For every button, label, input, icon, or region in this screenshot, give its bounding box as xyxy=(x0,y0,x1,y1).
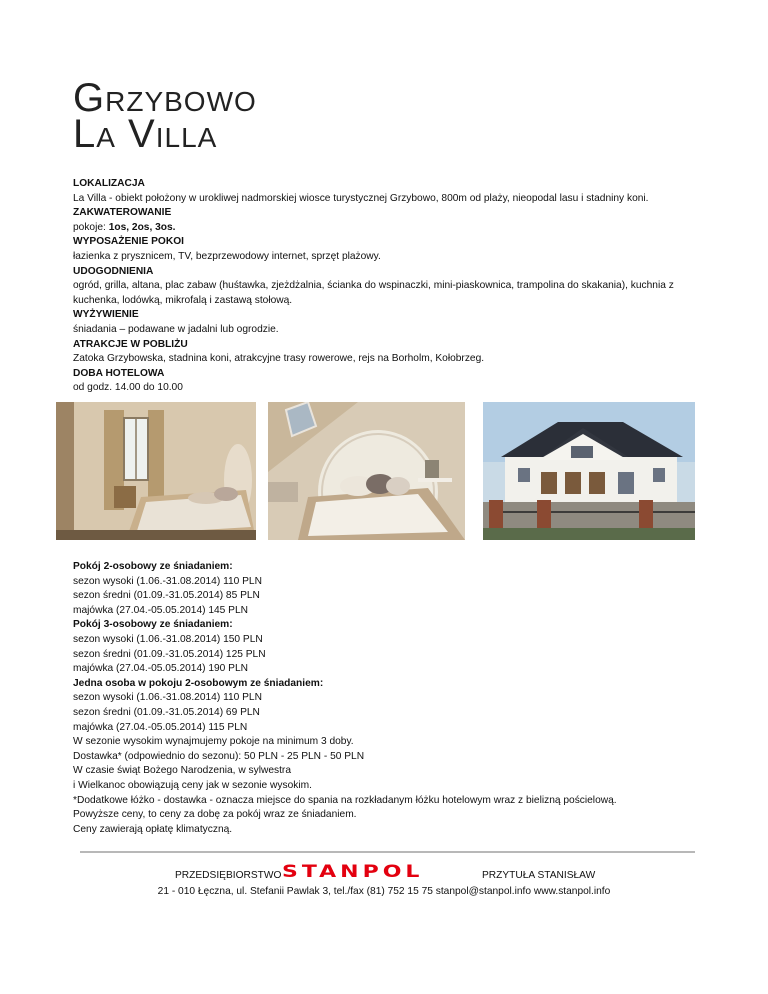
info-heading: UDOGODNIENIA xyxy=(73,265,154,277)
info-heading: WYPOSAŻENIE POKOI xyxy=(73,236,184,248)
footer-company-type: PRZEDSIĘBIORSTWO xyxy=(175,870,282,881)
price-heading: Pokój 3-osobowy ze śniadaniem: xyxy=(73,619,233,631)
info-heading: ATRAKCJE W POBLIŻU xyxy=(73,338,188,350)
price-text: i Wielkanoc obowiązują ceny jak w sezonie wysokim. xyxy=(73,779,312,791)
price-text: Powyższe ceny, to ceny za dobę za pokój wraz ze śniadaniem. xyxy=(73,809,357,821)
info-heading: LOKALIZACJA xyxy=(73,178,145,189)
info-heading: WYŻYWIENIE xyxy=(73,309,139,321)
price-text: sezon średni (01.09.-31.05.2014) 125 PLN xyxy=(73,648,266,660)
price-text: majówka (27.04.-05.05.2014) 115 PLN xyxy=(73,721,248,733)
title-line-1: Grzybowo xyxy=(73,76,257,120)
info-text: łazienka z prysznicem, TV, bezprzewodowy internet, sprzęt plażowy. xyxy=(73,250,381,262)
footer-divider xyxy=(80,851,695,853)
price-text: sezon średni (01.09.-31.05.2014) 69 PLN xyxy=(73,706,260,718)
footer-address: 21 - 010 Łęczna, ul. Stefanii Pawlak 3, tel./fax (81) 752 15 75 stanpol@stanpol.info www.stanpol.info xyxy=(157,886,611,897)
photo-bedroom-window xyxy=(56,402,256,540)
info-heading: DOBA HOTELOWA xyxy=(73,367,165,379)
info-text: Zatoka Grzybowska, stadnina koni, atrakcyjne trasy rowerowe, rejs na Borholm, Kołobrzeg. xyxy=(73,353,485,365)
price-text: sezon wysoki (1.06.-31.08.2014) 150 PLN xyxy=(73,633,263,645)
photo-villa-exterior xyxy=(483,402,695,540)
price-heading: Jedna osoba w pokoju 2-osobowym ze śniadaniem: xyxy=(73,677,324,689)
info-heading: ZAKWATEROWANIE xyxy=(73,207,172,219)
price-text: sezon wysoki (1.06.-31.08.2014) 110 PLN xyxy=(73,575,262,587)
footer-company-line xyxy=(0,864,768,884)
price-text: W czasie świąt Bożego Narodzenia, w sylwestra xyxy=(73,765,291,777)
rooms-line xyxy=(73,221,703,236)
info-text: La Villa - obiekt położony w urokliwej nadmorskiej wiosce turystycznej Grzybowo, 800m od plaży, nieopodal lasu i stadniny koni. xyxy=(73,192,649,204)
price-text: Dostawka* (odpowiednio do sezonu): 50 PLN - 25 PLN - 50 PLN xyxy=(73,750,365,762)
price-text: majówka (27.04.-05.05.2014) 145 PLN xyxy=(73,604,248,616)
price-heading: Pokój 2-osobowy ze śniadaniem: xyxy=(73,561,233,572)
photo-bedroom-attic xyxy=(268,402,465,540)
rooms-types: 1os, 2os, 3os. xyxy=(108,221,176,233)
price-text: sezon średni (01.09.-31.05.2014) 85 PLN xyxy=(73,590,260,602)
price-text: Ceny zawierają opłatę klimatyczną. xyxy=(73,823,233,835)
price-text: W sezonie wysokim wynajmujemy pokoje na minimum 3 doby. xyxy=(73,736,354,748)
info-text: ogród, grilla, altana, plac zabaw (huśtawka, zjeżdżalnia, ścianka do wspinaczki, mini-piaskownica, trampolina do skakania), kuchnia z kuchenka, lodówką, mikrofalą i zastawą stołową. xyxy=(73,280,674,306)
price-list xyxy=(73,560,713,837)
price-text: *Dodatkowe łóżko - dostawka - oznacza miejsce do spania na rozkładanym łóżku hotelowym wraz z bielizną pościelową. xyxy=(73,794,617,806)
stanpol-logo: STANPOL xyxy=(282,862,424,882)
info-text: od godz. 14.00 do 10.00 xyxy=(73,382,183,394)
info-section xyxy=(73,177,703,396)
price-text: majówka (27.04.-05.05.2014) 190 PLN xyxy=(73,663,248,675)
rooms-prefix: pokoje: xyxy=(73,221,109,233)
info-text: śniadania – podawane w jadalni lub ogrodzie. xyxy=(73,323,279,335)
title-line-2: La Villa xyxy=(73,112,218,156)
footer-owner: PRZYTUŁA STANISŁAW xyxy=(482,870,596,881)
price-text: sezon wysoki (1.06.-31.08.2014) 110 PLN xyxy=(73,692,262,704)
